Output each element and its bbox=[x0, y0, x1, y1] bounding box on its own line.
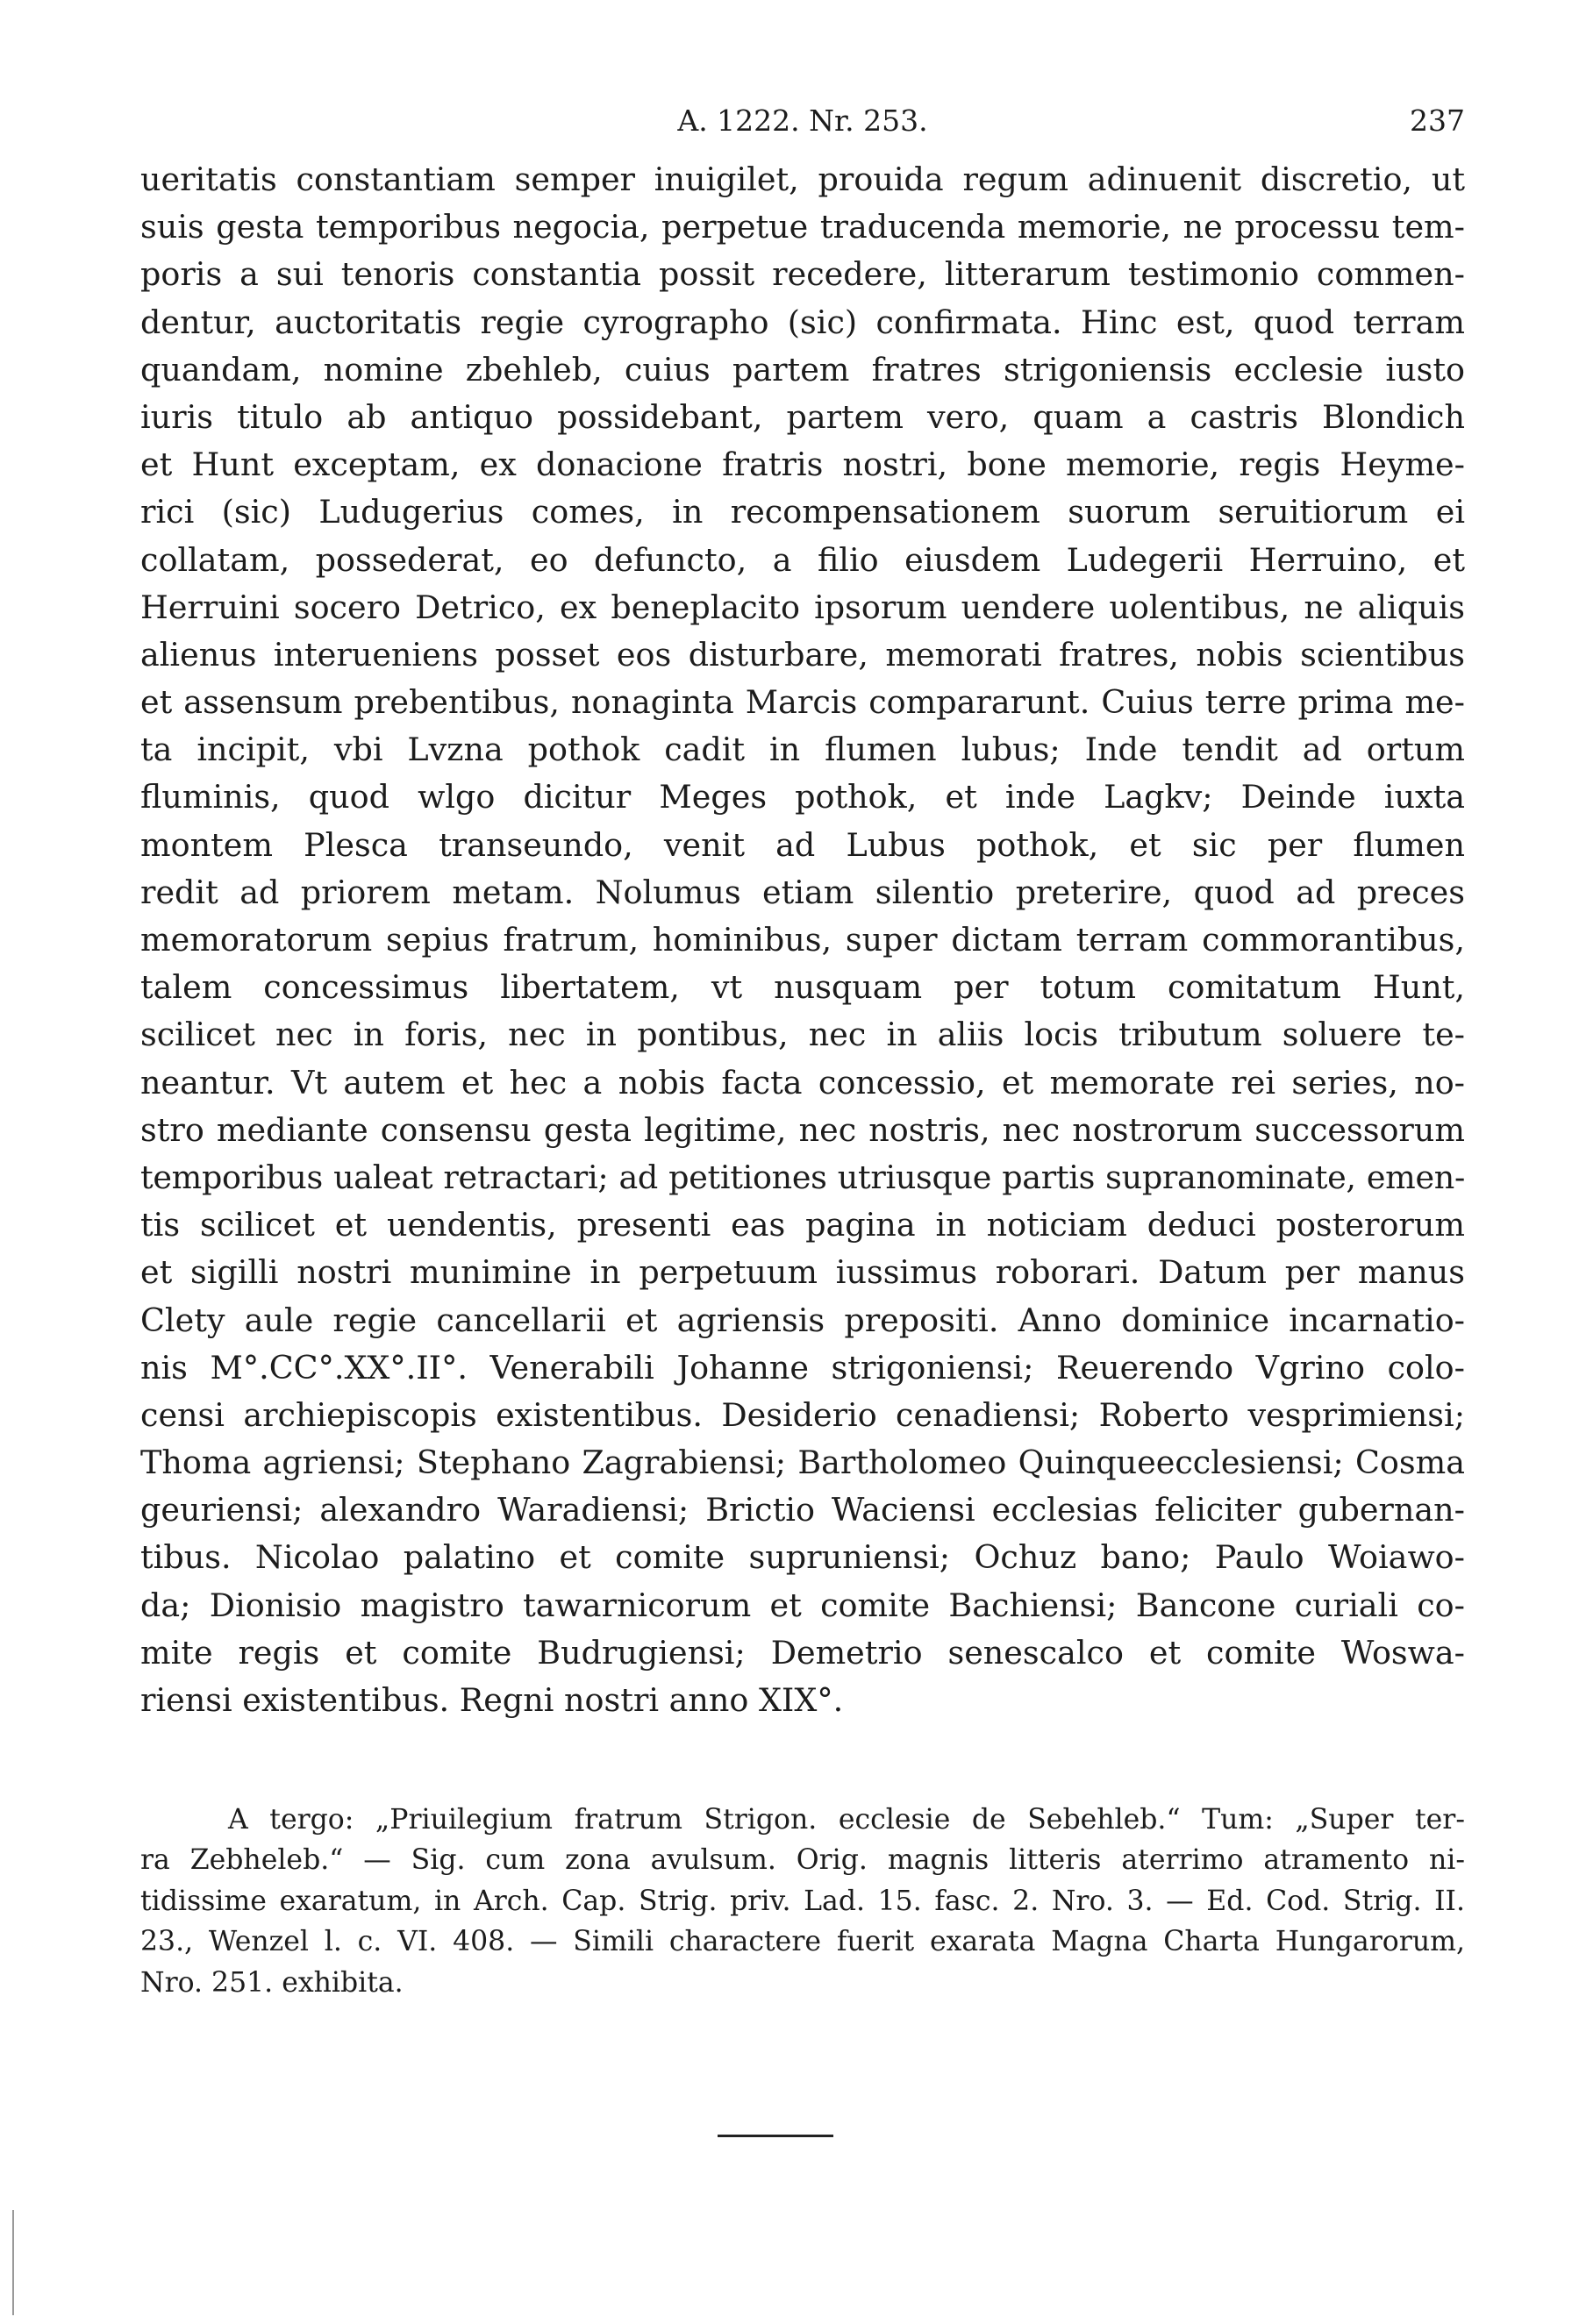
text-line: et sigilli nostri munimine in perpetuum iussimus roborari. Datum per manus bbox=[140, 1253, 1465, 1292]
note-line: Nro. 251. exhibita. bbox=[140, 1966, 404, 1999]
text-line: temporibus ualeat retractari; ad petitiones utriusque partis supranominate, emen- bbox=[140, 1158, 1465, 1196]
text-line: iuris titulo ab antiquo possidebant, partem vero, quam a castris Blondich bbox=[140, 397, 1465, 436]
editorial-note bbox=[140, 1800, 1465, 2003]
text-line: riensi existentibus. Regni nostri anno XIX°. bbox=[140, 1681, 844, 1719]
text-line: rici (sic) Ludugerius comes, in recompensationem suorum seruitiorum ei bbox=[140, 493, 1465, 531]
running-head bbox=[140, 103, 1465, 144]
note-line: A tergo: „Priuilegium fratrum Strigon. ecclesie de Sebehleb.“ Tum: „Super ter- bbox=[228, 1804, 1465, 1836]
text-line: censi archiepiscopis existentibus. Desiderio cenadiensi; Roberto vesprimiensi; bbox=[140, 1395, 1465, 1434]
note-line: 23., Wenzel l. c. VI. 408. — Simili charactere fuerit exarata Magna Charta Hungarorum, bbox=[140, 1926, 1465, 1958]
text-line: memoratorum sepius fratrum, hominibus, super dictam terram commorantibus, bbox=[140, 921, 1465, 959]
text-line: talem concessimus libertatem, vt nusquam per totum comitatum Hunt, bbox=[140, 968, 1465, 1007]
text-line: montem Plesca transeundo, venit ad Lubus pothok, et sic per flumen bbox=[140, 825, 1465, 864]
text-line: et Hunt exceptam, ex donacione fratris nostri, bone memorie, regis Heyme- bbox=[140, 446, 1465, 484]
note-line: tidissime exaratum, in Arch. Cap. Strig. priv. Lad. 15. fasc. 2. Nro. 3. — Ed. Cod. Strig. II. bbox=[140, 1885, 1465, 1917]
note-line: ra Zebheleb.“ — Sig. cum zona avulsum. Orig. magnis litteris aterrimo atramento ni- bbox=[140, 1844, 1465, 1877]
text-line: collatam, possederat, eo defuncto, a filio eiusdem Ludegerii Herruino, et bbox=[140, 540, 1465, 579]
text-line: Thoma agriensi; Stephano Zagrabiensi; Bartholomeo Quinqueecclesiensi; Cosma bbox=[140, 1444, 1465, 1482]
page-number: 237 bbox=[1410, 103, 1465, 138]
end-rule bbox=[718, 2135, 833, 2137]
running-title: A. 1222. Nr. 253. bbox=[677, 103, 928, 138]
text-line: Herruini socero Detrico, ex beneplacito ipsorum uendere uolentibus, ne aliquis bbox=[140, 588, 1465, 626]
text-line: da; Dionisio magistro tawarnicorum et comite Bachiensi; Bancone curiali co- bbox=[140, 1586, 1465, 1624]
text-line: redit ad priorem metam. Nolumus etiam silentio preterire, quod ad preces bbox=[140, 873, 1465, 911]
text-line: neantur. Vt autem et hec a nobis facta concessio, et memorate rei series, no- bbox=[140, 1063, 1465, 1101]
text-line: Clety aule regie cancellarii et agriensis prepositi. Anno dominice incarnatio- bbox=[140, 1301, 1465, 1339]
text-line: stro mediante consensu gesta legitime, nec nostris, nec nostrorum successorum bbox=[140, 1110, 1465, 1149]
text-line: geuriensi; alexandro Waradiensi; Brictio Waciensi ecclesias feliciter gubernan- bbox=[140, 1491, 1465, 1529]
text-line: alienus interueniens posset eos disturbare, memorati fratres, nobis scientibus bbox=[140, 635, 1465, 674]
text-line: scilicet nec in foris, nec in pontibus, nec in aliis locis tributum soluere te- bbox=[140, 1016, 1465, 1054]
text-line: suis gesta temporibus negocia, perpetue traducenda memorie, ne processu tem- bbox=[140, 208, 1465, 246]
text-line: nis M°.CC°.XX°.II°. Venerabili Johanne strigoniensi; Reuerendo Vgrino colo- bbox=[140, 1348, 1465, 1387]
text-line: dentur, auctoritatis regie cyrographo (sic) confirmata. Hinc est, quod terram bbox=[140, 303, 1465, 341]
scan-margin-mark bbox=[12, 2210, 14, 2315]
text-line: ueritatis constantiam semper inuigilet, prouida regum adinuenit discretio, ut bbox=[140, 160, 1465, 198]
text-line: tis scilicet et uendentis, presenti eas pagina in noticiam deduci posterorum bbox=[140, 1206, 1465, 1244]
text-line: quandam, nomine zbehleb, cuius partem fratres strigoniensis ecclesie iusto bbox=[140, 350, 1465, 389]
charter-text bbox=[140, 156, 1465, 1724]
text-line: ta incipit, vbi Lvzna pothok cadit in flumen lubus; Inde tendit ad ortum bbox=[140, 731, 1465, 769]
text-line: poris a sui tenoris constantia possit recedere, litterarum testimonio commen- bbox=[140, 255, 1465, 294]
text-line: fluminis, quod wlgo dicitur Meges pothok, et inde Lagkv; Deinde iuxta bbox=[140, 778, 1465, 816]
text-line: et assensum prebentibus, nonaginta Marcis compararunt. Cuius terre prima me- bbox=[140, 683, 1465, 722]
text-line: mite regis et comite Budrugiensi; Demetrio senescalco et comite Woswa- bbox=[140, 1633, 1465, 1672]
text-line: tibus. Nicolao palatino et comite supruniensi; Ochuz bano; Paulo Woiawo- bbox=[140, 1538, 1465, 1577]
